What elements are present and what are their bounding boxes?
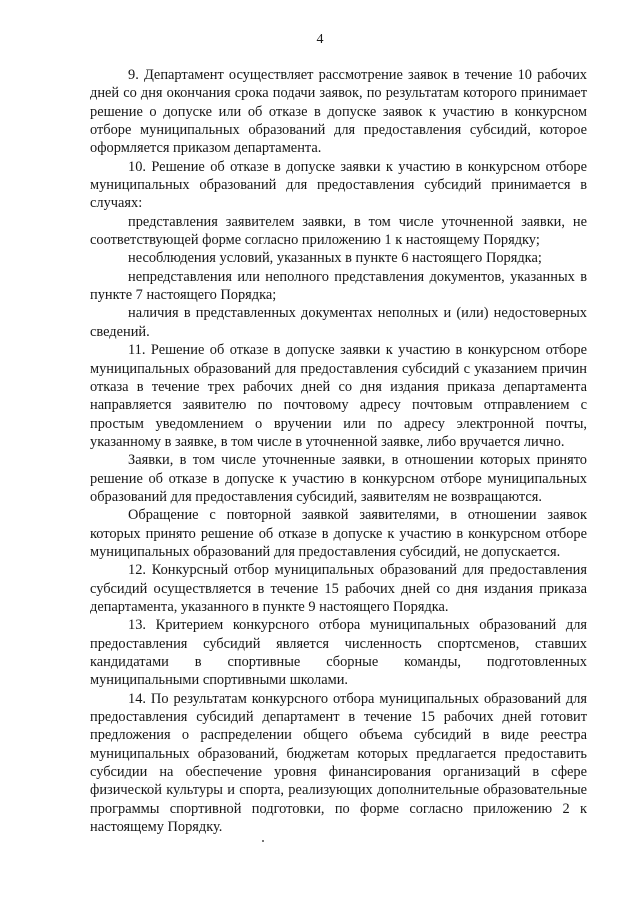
paragraph-11-note-2: Обращение с повторной заявкой заявителями, в отношении заявок которых принято решение об отказе в допуске к участию в конкурсном отборе муниципальных образований для предоставления субсидий, не допускается. [90,507,587,560]
paragraph-10-case-1: представления заявителем заявки, в том числе уточненной заявки, не соответствующей форме согласно приложению 1 к настоящему Порядку; [90,213,587,249]
paragraph-14: 14. По результатам конкурсного отбора муниципальных образований для предоставления субсидий департамент в течение 15 рабочих дней готовит предложения о распределении общего объема субсидий в виде реестра муниципальных образований, бюджетам которых предлагается предоставить субсидии на обеспечение уровня финансирования организаций в сфере физической культуры и спорта, реализующих дополнительные образовательные программы спортивной подготовки, по форме согласно приложению 2 к настоящему Порядку. [90,690,587,836]
paragraph-11-note-1: Заявки, в том числе уточненные заявки, в отношении которых принято решение об отказе в допуске к участию в конкурсном отборе муниципальных образований для предоставления субсидий, заявителям не возвращаются. [90,452,587,505]
document-body [90,66,587,836]
paragraph-10: 10. Решение об отказе в допуске заявки к участию в конкурсном отборе муниципальных образований для предоставления субсидий принимается в случаях: [90,158,587,212]
paragraph-10-case-3: непредставления или неполного представления документов, указанных в пункте 7 настоящего Порядка; [90,268,587,304]
paragraph-9: 9. Департамент осуществляет рассмотрение заявок в течение 10 рабочих дней со дня окончания срока подачи заявок, по результатам которого принимает решение о допуске или об отказе в допуске заявок к участию в конкурсном отборе муниципальных образований для предоставления субсидий, которое оформляется приказом департамента. [90,67,587,157]
scan-speck [262,840,264,842]
paragraph-13: 13. Критерием конкурсного отбора муниципальных образований для предоставления субсидий является численность спортсменов, ставших кандидатами в спортивные сборные команды, подготовленных муниципальными спортивными школами. [90,617,587,689]
page-number: 4 [316,32,324,47]
paragraph-10-case-2: несоблюдения условий, указанных в пункте 6 настоящего Порядка; [128,250,542,267]
paragraph-10-case-4: наличия в представленных документах неполных и (или) недостоверных сведений. [90,305,587,340]
paragraph-12: 12. Конкурсный отбор муниципальных образований для предоставления субсидий осуществляется в течение 15 рабочих дней со дня издания приказа департамента, указанного в пункте 9 настоящего Порядка. [90,562,587,615]
paragraph-11: 11. Решение об отказе в допуске заявки к участию в конкурсном отборе муниципальных образований для предоставления субсидий с указанием причин отказа в течение трех рабочих дней со дня издания приказа департамента направляется заявителю по почтовому адресу почтовым отправлением с простым уведомлением о вручении или по адресу электронной почты, указанному в заявке, в том числе в уточненной заявке, либо вручается лично. [90,342,587,450]
